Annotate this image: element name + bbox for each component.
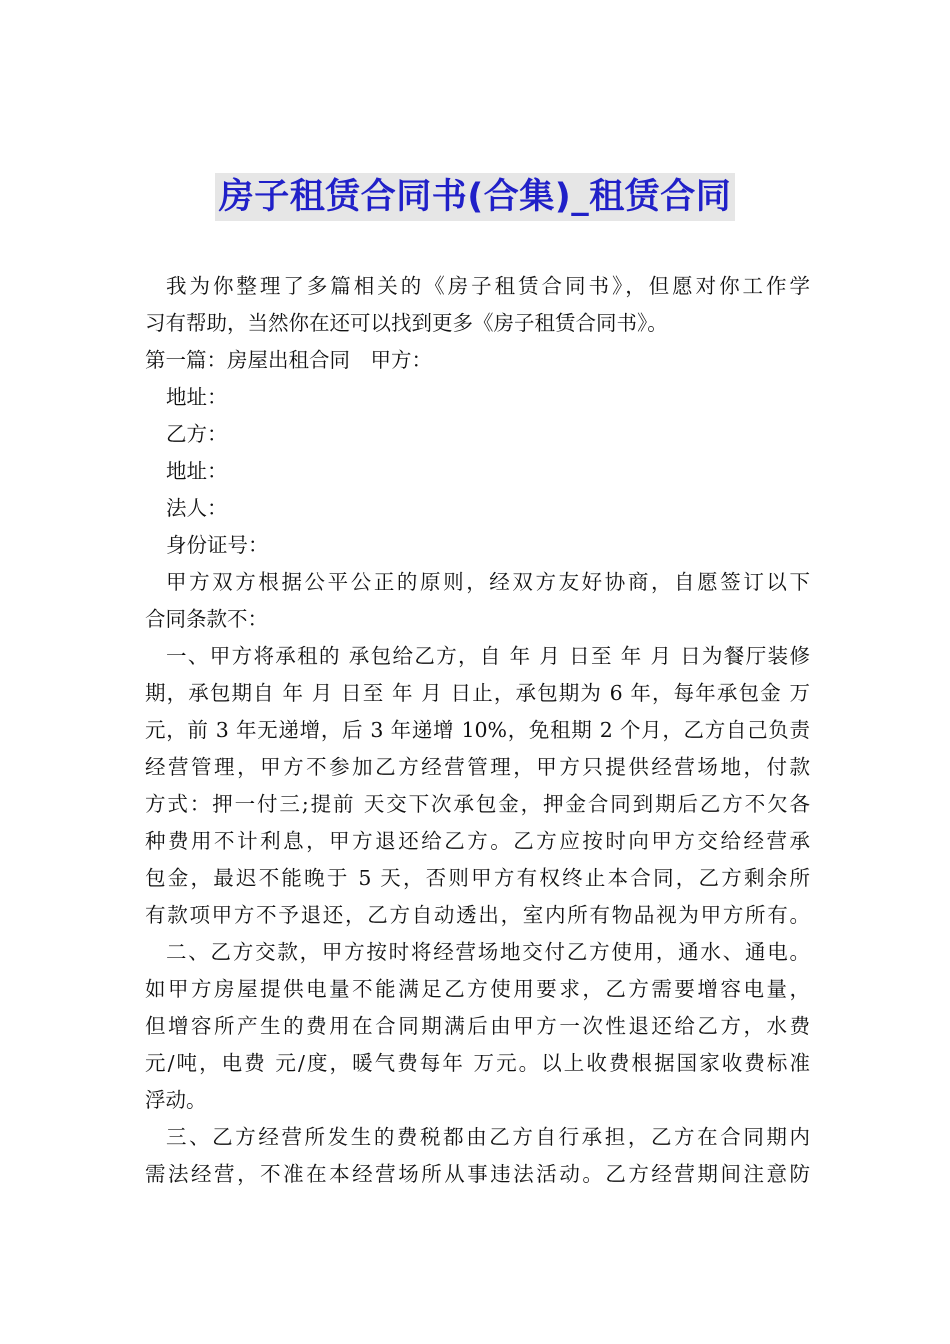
body-line: 身份证号： (166, 533, 269, 557)
body-line: 需法经营，不准在本经营场所从事违法活动。乙方经营期间注意防 (145, 1162, 810, 1186)
body-line: 三、乙方经营所发生的费税都由乙方自行承担，乙方在合同期内 (166, 1125, 810, 1149)
title-container (0, 173, 950, 221)
body-line: 我为你整理了多篇相关的《房子租赁合同书》，但愿对你工作学 (166, 274, 810, 298)
body-line: 包金，最迟不能晚于 5 天，否则甲方有权终止本合同，乙方剩余所 (145, 866, 810, 890)
body-line: 元，前 3 年无递增，后 3 年递增 10%，免租期 2 个月，乙方自己负责 (145, 718, 810, 742)
body-line: 乙方： (166, 422, 228, 446)
body-line: 如甲方房屋提供电量不能满足乙方使用要求，乙方需要增容电量， (145, 977, 810, 1001)
body-line: 地址： (166, 459, 228, 483)
body-line: 法人： (166, 496, 228, 520)
body-line: 习有帮助，当然你在还可以找到更多《房子租赁合同书》。 (145, 311, 668, 335)
body-line: 合同条款不： (145, 607, 268, 631)
body-line: 浮动。 (145, 1088, 207, 1112)
body-line: 甲方双方根据公平公正的原则，经双方友好协商，自愿签订以下 (166, 570, 810, 594)
body-line: 元/吨，电费 元/度，暖气费每年 万元。以上收费根据国家收费标准 (145, 1051, 810, 1075)
body-line: 方式：押一付三;提前 天交下次承包金，押金合同到期后乙方不欠各 (145, 792, 810, 816)
body-line: 二、乙方交款，甲方按时将经营场地交付乙方使用，通水、通电。 (166, 940, 810, 964)
document-title: 房子租赁合同书(合集)_租赁合同 (215, 173, 736, 221)
body-line: 期，承包期自 年 月 日至 年 月 日止，承包期为 6 年，每年承包金 万 (145, 681, 810, 705)
body-line: 地址： (166, 385, 228, 409)
body-line: 有款项甲方不予退还，乙方自动透出，室内所有物品视为甲方所有。 (145, 903, 810, 927)
body-line: 经营管理，甲方不参加乙方经营管理，甲方只提供经营场地，付款 (145, 755, 810, 779)
body-line: 一、甲方将承租的 承包给乙方，自 年 月 日至 年 月 日为餐厅装修 (166, 644, 810, 668)
body-line: 种费用不计利息，甲方退还给乙方。乙方应按时向甲方交给经营承 (145, 829, 810, 853)
body-line: 但增容所产生的费用在合同期满后由甲方一次性退还给乙方，水费 (145, 1014, 810, 1038)
body-line: 第一篇：房屋出租合同 甲方： (145, 348, 432, 372)
document-body (145, 268, 810, 1193)
